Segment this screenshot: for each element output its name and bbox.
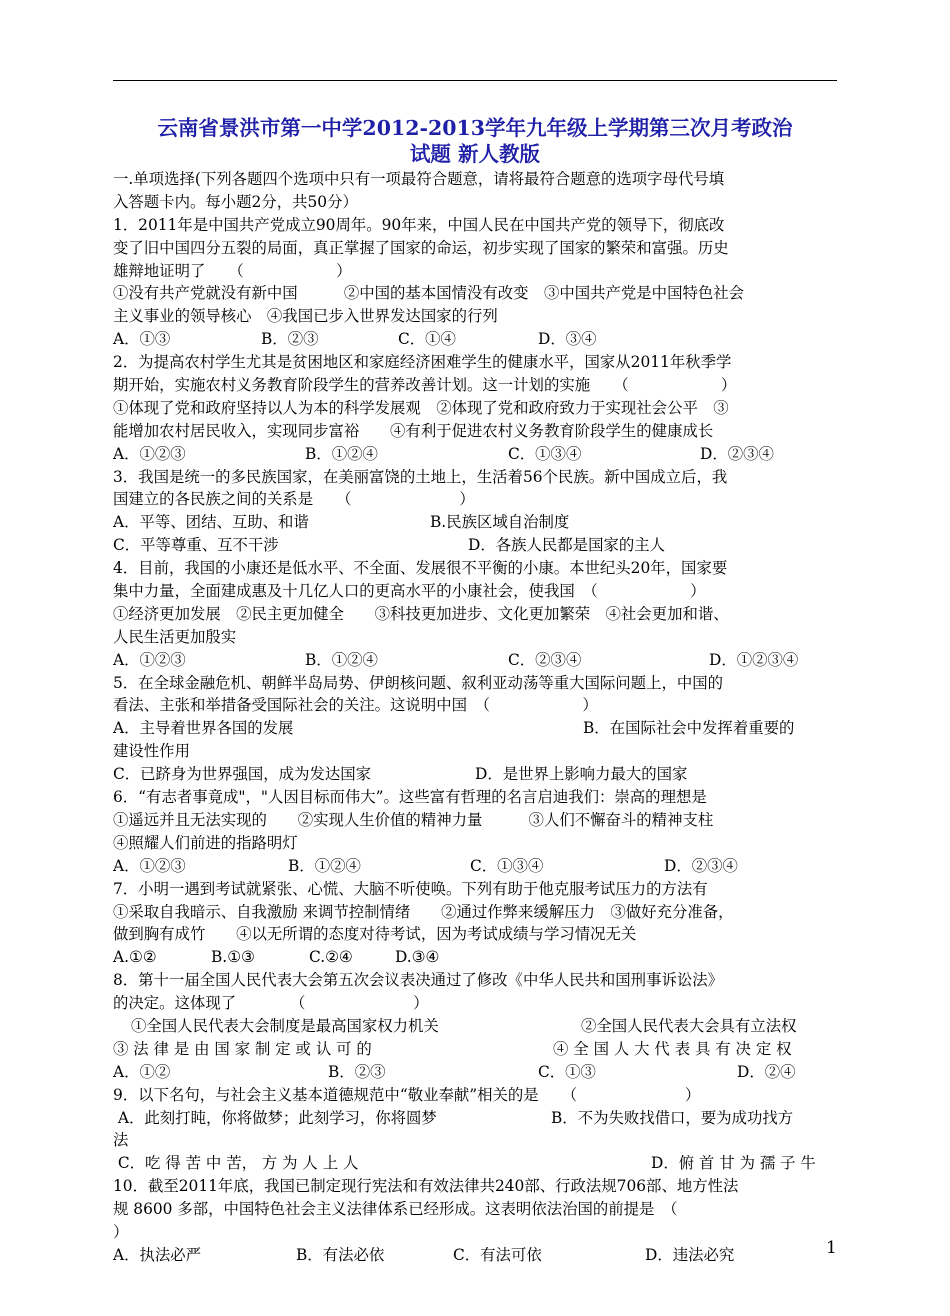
option-text: B．②③ <box>261 330 319 349</box>
header-rule <box>113 80 837 81</box>
line-text: 雄辩地证明了 （ ） <box>113 261 352 280</box>
option-text: B.民族区域自治制度 <box>430 513 570 532</box>
option-text: D．②③④ <box>664 856 738 875</box>
text-line <box>113 694 837 717</box>
line-text: 变了旧中国四分五裂的局面，真正掌握了国家的命运，初步实现了国家的繁荣和富强。历史 <box>113 238 729 257</box>
option-text: A.①② <box>113 948 157 967</box>
text-line <box>113 672 837 695</box>
line-text: 建设性作用 <box>113 742 190 761</box>
text-line <box>113 420 837 443</box>
text-line <box>113 740 837 763</box>
line-text: 能增加农村居民收入，实现同步富裕 ④有利于促进农村义务教育阶段学生的健康成长 <box>113 421 714 440</box>
text-line <box>113 1244 837 1267</box>
line-text: 9．以下名句，与社会主义基本道德规范中“敬业奉献”相关的是 （ ） <box>113 1085 701 1104</box>
line-text: 集中力量，全面建成惠及十几亿人口的更高水平的小康社会，使我国 （ ） <box>113 582 706 601</box>
option-text: B．有法必依 <box>296 1245 385 1264</box>
option-text: D．③④ <box>538 330 597 349</box>
text-line <box>113 763 837 786</box>
document-title-line-1: 云南省景洪市第一中学2012-2013学年九年级上学期第三次月考政治 <box>157 116 793 140</box>
text-line <box>113 214 837 237</box>
option-text: D．各族人民都是国家的主人 <box>468 536 666 555</box>
option-text: B．②③ <box>328 1062 386 1081</box>
text-line <box>113 168 837 191</box>
line-text: 1．2011年是中国共产党成立90周年。90年来，中国人民在中国共产党的领导下，彻底改 <box>113 215 725 234</box>
option-text: ②全国人民代表大会具有立法权 <box>581 1016 797 1035</box>
text-line <box>113 855 837 878</box>
line-text: ） <box>113 1222 129 1241</box>
option-text: A．①③ <box>113 330 171 349</box>
text-line <box>113 878 837 901</box>
text-line <box>113 809 837 832</box>
line-text: ①采取自我暗示、自我激励 来调节控制情绪 ②通过作弊来缓解压力 ③做好充分准备， <box>113 902 734 921</box>
line-text: 看法、主张和举措备受国际社会的关注。这说明中国 （ ） <box>113 696 598 715</box>
option-text: C．①③④ <box>508 444 582 463</box>
line-text: 期开始，实施农村义务教育阶段学生的营养改善计划。这一计划的实施 （ ） <box>113 376 737 395</box>
line-text: 一.单项选择(下列各题四个选项中只有一项最符合题意，请将最符合题意的选项字母代号填 <box>113 170 725 188</box>
question-body <box>113 168 837 1267</box>
line-text: 8．第十一届全国人民代表大会第五次会议表决通过了修改《中华人民共和国刑事诉讼法》 <box>113 971 724 990</box>
option-text: C.②④ <box>309 948 353 967</box>
option-text: D．是世界上影响力最大的国家 <box>475 765 688 784</box>
text-line <box>113 1198 837 1221</box>
option-text: C．已跻身为世界强国，成为发达国家 <box>113 765 372 784</box>
text-line <box>113 626 837 649</box>
option-text: C．①③ <box>538 1062 596 1081</box>
text-line <box>113 466 837 489</box>
option-text: C．平等尊重、互不干涉 <box>113 536 279 555</box>
option-text: C．吃 得 苦 中 苦， 方 为 人 上 人 <box>113 1154 359 1173</box>
text-line <box>113 946 837 969</box>
text-line <box>113 534 837 557</box>
text-line <box>113 969 837 992</box>
option-text: D．俯 首 甘 为 孺 子 牛 <box>651 1154 816 1173</box>
option-text: C．①④ <box>398 330 456 349</box>
line-text: ①体现了党和政府坚持以人为本的科学发展观 ②体现了党和政府致力于实现社会公平 ③ <box>113 398 729 417</box>
text-line <box>113 603 837 626</box>
text-line <box>113 717 837 740</box>
line-text: 2．为提高农村学生尤其是贫困地区和家庭经济困难学生的健康水平，国家从2011年秋季学 <box>113 353 732 372</box>
line-text: ①没有共产党就没有新中国 ②中国的基本国情没有改变 ③中国共产党是中国特色社会 <box>113 284 745 303</box>
text-line <box>113 1107 837 1130</box>
text-line <box>113 923 837 946</box>
option-text: D．②③④ <box>700 444 774 463</box>
text-line <box>113 488 837 511</box>
text-line <box>113 351 837 374</box>
option-text: C．②③④ <box>508 650 582 669</box>
option-text: A．①②③ <box>113 650 186 669</box>
line-text: 5．在全球金融危机、朝鲜半岛局势、伊朗核问题、叙利亚动荡等重大国际问题上，中国的 <box>113 673 724 692</box>
line-text: 6．“有志者事竟成"，"人因目标而伟大”。这些富有哲理的名言启迪我们：崇高的理想是 <box>113 788 707 807</box>
line-text: ④照耀人们前进的指路明灯 <box>113 833 298 852</box>
text-line <box>113 557 837 580</box>
line-text: 7．小明一遇到考试就紧张、心慌、大脑不听使唤。下列有助于他克服考试压力的方法有 <box>113 879 708 898</box>
option-text: A．主导着世界各国的发展 <box>113 719 294 738</box>
option-text: A．此刻打盹，你将做梦；此刻学习，你将圆梦 <box>113 1108 437 1127</box>
line-text: 的决定。这体现了 （ ） <box>113 994 429 1013</box>
option-text: A．平等、团结、互助、和谐 <box>113 513 309 532</box>
line-text: 规 8600 多部，中国特色社会主义法律体系已经形成。这表明依法治国的前提是 （ <box>113 1200 678 1219</box>
line-text: 人民生活更加殷实 <box>113 627 237 646</box>
text-line <box>113 786 837 809</box>
text-line <box>113 305 837 328</box>
text-line <box>113 580 837 603</box>
text-line <box>113 397 837 420</box>
text-line <box>113 1061 837 1084</box>
option-text: C．①③④ <box>470 856 544 875</box>
line-text: 10．截至2011年底，我国已制定现行宪法和有效法律共240部、行政法规706部、地方性法 <box>113 1177 739 1196</box>
line-text: 4．目前，我国的小康还是低水平、不全面、发展很不平衡的小康。本世纪头20年，国家要 <box>113 559 728 578</box>
option-text: B．在国际社会中发挥着重要的 <box>583 719 795 738</box>
option-text: ①全国人民代表大会制度是最高国家权力机关 <box>131 1016 439 1035</box>
line-text: 入答题卡内。每小题2分，共50分） <box>113 192 358 211</box>
option-text: D．①②③④ <box>709 650 799 669</box>
text-line <box>113 1038 837 1061</box>
line-text: 国建立的各民族之间的关系是 （ ） <box>113 490 475 509</box>
option-text: A．①② <box>113 1062 171 1081</box>
line-text: ①遥远并且无法实现的 ②实现人生价值的精神力量 ③人们不懈奋斗的精神支柱 <box>113 810 714 829</box>
option-text: A．执法必严 <box>113 1245 202 1264</box>
text-line <box>113 443 837 466</box>
text-line <box>113 649 837 672</box>
text-line <box>113 832 837 855</box>
text-line <box>113 260 837 283</box>
option-text: B．不为失败找借口，要为成功找方 <box>551 1108 794 1127</box>
option-text: ④ 全 国 人 大 代 表 具 有 决 定 权 <box>553 1039 792 1058</box>
text-line <box>113 1084 837 1107</box>
text-line <box>113 1221 837 1244</box>
text-line <box>113 374 837 397</box>
text-line <box>113 191 837 214</box>
line-text: 做到胸有成竹 ④以无所谓的态度对待考试，因为考试成绩与学习情况无关 <box>113 925 637 944</box>
text-line <box>113 328 837 351</box>
option-text: A．①②③ <box>113 856 186 875</box>
text-line <box>113 237 837 260</box>
option-text: D．违法必究 <box>645 1245 735 1264</box>
option-text: B．①②④ <box>305 650 378 669</box>
text-line <box>113 1015 837 1038</box>
line-text: ①经济更加发展 ②民主更加健全 ③科技更加进步、文化更加繁荣 ④社会更加和谐、 <box>113 604 729 623</box>
text-line <box>113 1175 837 1198</box>
text-line <box>113 511 837 534</box>
document-title-line-2: 试题 新人教版 <box>409 142 541 166</box>
option-text: A．①②③ <box>113 444 186 463</box>
line-text: 主义事业的领导核心 ④我国已步入世界发达国家的行列 <box>113 307 498 326</box>
option-text: C．有法可依 <box>453 1245 542 1264</box>
option-text: B．①②④ <box>288 856 361 875</box>
page-number: 1 <box>826 1238 837 1258</box>
option-text: B.①③ <box>211 948 255 967</box>
option-text: B．①②④ <box>305 444 378 463</box>
text-line <box>113 901 837 924</box>
option-text: D.③④ <box>395 948 440 967</box>
line-text: 法 <box>113 1131 129 1150</box>
text-line <box>113 1152 837 1175</box>
text-line <box>113 992 837 1015</box>
option-text: ③ 法 律 是 由 国 家 制 定 或 认 可 的 <box>113 1039 372 1058</box>
text-line <box>113 282 837 305</box>
line-text: 3．我国是统一的多民族国家，在美丽富饶的土地上，生活着56个民族。新中国成立后，我 <box>113 467 728 486</box>
option-text: D．②④ <box>737 1062 796 1081</box>
text-line <box>113 1129 837 1152</box>
